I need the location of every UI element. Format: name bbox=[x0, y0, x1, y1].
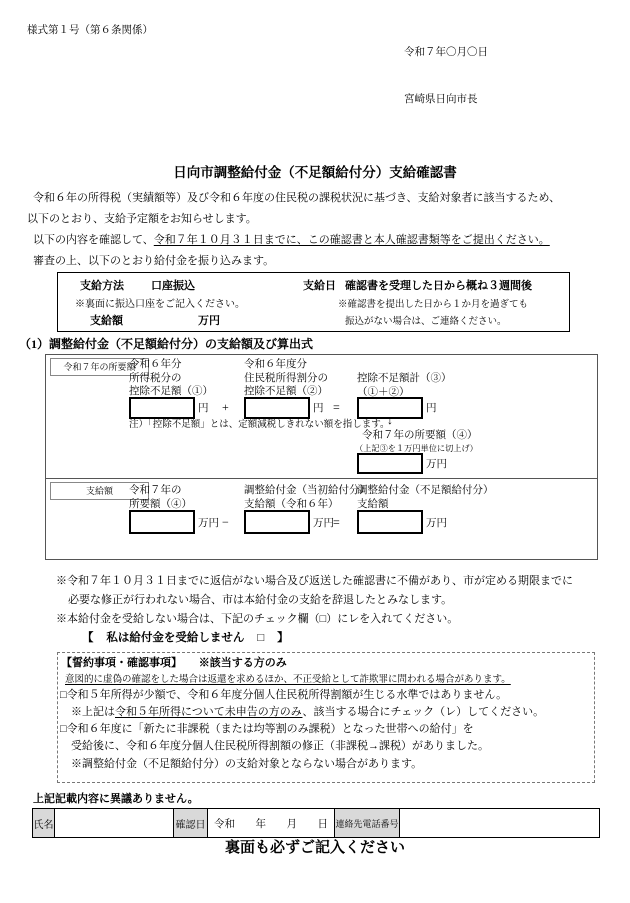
manyen-unit-3: 万円 bbox=[313, 518, 334, 529]
pledge-warning: 意図的に虚偽の確認をした場合は返還を求めるほか、不正受給として詐欺罪に問われる場合があります。 bbox=[65, 675, 511, 685]
required-amount-r2-input[interactable] bbox=[129, 510, 195, 534]
payment-date-value: 確認書を受理した日から概ね３週間後 bbox=[345, 280, 532, 292]
pledge-item1-note-suffix: 、該当する場合にチェック（レ）してください。 bbox=[302, 706, 545, 718]
intro-line-4: 審査の上、以下のとおり給付金を振り込みます。 bbox=[33, 255, 275, 267]
manyen-unit-4: 万円 bbox=[426, 518, 447, 529]
pledge-item-2-line2: 受給後に、令和６年度分個人住民税所得割額の修正（非課税→課税）がありました。 bbox=[71, 740, 489, 752]
payment-amount-unit: 万円 bbox=[198, 315, 220, 327]
pledge-item2-checkbox[interactable]: □ bbox=[60, 723, 67, 735]
initial-grant-col-header: 調整給付金（当初給付分） 支給額（令和６年） bbox=[244, 485, 370, 510]
payment-method-value: 口座振込 bbox=[151, 280, 195, 292]
pledge-item-2 bbox=[60, 723, 474, 737]
addressee: 宮崎県日向市長 bbox=[404, 94, 478, 105]
income-tax-shortfall-input[interactable] bbox=[129, 397, 195, 419]
pledge-item-2-note: ※調整給付金（不足額給付分）の支給対象とならない場合があります。 bbox=[71, 758, 423, 770]
payment-date-label: 支給日 bbox=[303, 280, 336, 292]
name-input-cell[interactable] bbox=[55, 809, 174, 837]
pledge-item1-note-underlined: 令和５年所得について未申告の方のみ bbox=[115, 706, 303, 718]
calculation-table bbox=[45, 354, 598, 560]
intro-line-2: 以下のとおり、支給予定額をお知らせします。 bbox=[27, 213, 257, 225]
payment-amount-label: 支給額 bbox=[90, 315, 123, 327]
issue-date: 令和７年〇月〇日 bbox=[404, 47, 488, 58]
resident-tax-shortfall-input[interactable] bbox=[244, 397, 310, 419]
manyen-unit-2: 万円 bbox=[198, 518, 219, 529]
payment-date-note-2: 振込がない場合は、ご連絡ください。 bbox=[345, 317, 507, 327]
form-number: 様式第１号（第６条関係） bbox=[27, 25, 153, 36]
signature-table bbox=[32, 808, 600, 838]
required-amount-title: 令和７年の所要額（④） bbox=[362, 430, 478, 441]
manyen-unit-1: 万円 bbox=[426, 459, 447, 470]
payment-method-label: 支給方法 bbox=[80, 280, 124, 292]
payment-date-note-1: ※確認書を提出した日から１か月を過ぎても bbox=[338, 300, 529, 310]
plus-operator: + bbox=[222, 400, 229, 414]
name-label-cell: 氏名 bbox=[33, 809, 55, 837]
shortfall-total-col-header: 控除不足額計（③） （①＋②） bbox=[357, 373, 452, 398]
intro-line-1: 令和６年の所得税（実績額等）及び令和６年度の住民税の課税状況に基づき、支給対象者に該当するため、 bbox=[33, 192, 561, 204]
required-amount-sub: （上記③を１万円単位に切上げ） bbox=[355, 444, 478, 453]
decline-label: 私は給付金を受給しません bbox=[106, 632, 245, 644]
pledge-item-1 bbox=[60, 689, 507, 703]
grant-amount-row-label: 支給額 bbox=[50, 482, 149, 500]
income-tax-col-header: 令和６年分 所得税分の 控除不足額（①） bbox=[129, 359, 213, 397]
pledge-item1-note-prefix: ※上記は bbox=[71, 706, 115, 718]
pledge-item-1-note bbox=[71, 706, 544, 720]
phone-input-cell[interactable] bbox=[400, 809, 599, 837]
agreement-statement: 上記記載内容に異議ありません。 bbox=[33, 793, 199, 805]
decline-line bbox=[82, 631, 289, 645]
pledge-box bbox=[57, 652, 595, 783]
day-label: 日 bbox=[317, 818, 328, 830]
confirm-date-cell[interactable] bbox=[208, 809, 335, 837]
payment-summary-box bbox=[57, 272, 570, 332]
shortfall-grant-input[interactable] bbox=[357, 510, 423, 534]
decline-checkbox[interactable]: □ bbox=[257, 632, 265, 644]
shortfall-definition-note: 注）「控除不足額」とは、定額減税しきれない額を指します。 bbox=[129, 420, 390, 430]
pledge-title-line bbox=[61, 657, 287, 671]
pledge-item2-text-line1: 令和６年度に「新たに非課税（または均等割のみ課税）となった世帯への給付」を bbox=[66, 723, 474, 735]
required-amount-col-header: 令和７年の 所要額（④） bbox=[129, 485, 192, 510]
phone-label-cell: 連絡先電話番号 bbox=[335, 809, 400, 837]
row-divider bbox=[46, 478, 597, 479]
initial-grant-input[interactable] bbox=[244, 510, 310, 534]
yen-unit-1: 円 bbox=[198, 403, 209, 414]
footer-note: 裏面も必ずご記入ください bbox=[224, 840, 405, 856]
confirm-date-label-cell: 確認日 bbox=[174, 809, 208, 837]
pledge-title-note: ※該当する方のみ bbox=[198, 657, 287, 669]
era-label: 令和 bbox=[214, 818, 235, 830]
decline-bracket-open: 【 bbox=[82, 632, 94, 644]
note-line-2: 必要な修正が行われない場合、市は本給付金の支給を辞退したとみなします。 bbox=[68, 594, 453, 606]
decline-bracket-close: 】 bbox=[277, 632, 289, 644]
intro-line-3-prefix: 以下の内容を確認して、 bbox=[33, 234, 154, 246]
month-label: 月 bbox=[286, 818, 297, 830]
equals-operator-1: = bbox=[333, 400, 340, 414]
submission-deadline-underlined: 令和７年１０月３１日までに、この確認書と本人確認書類等をご提出ください。 bbox=[153, 234, 550, 246]
required-amount-row-label: 令和７年の所要額 bbox=[50, 358, 149, 376]
intro-line-3 bbox=[33, 234, 550, 248]
yen-unit-2: 円 bbox=[313, 403, 324, 414]
year-label: 年 bbox=[255, 818, 266, 830]
shortfall-grant-col-header: 調整給付金（不足額給付分） 支給額 bbox=[357, 485, 494, 510]
payment-method-note: ※裏面に振込口座をご記入ください。 bbox=[75, 299, 245, 310]
note-line-3: ※本給付金を受給しない場合は、下記のチェック欄（□）にレを入れてください。 bbox=[56, 613, 459, 625]
yen-unit-3: 円 bbox=[426, 403, 437, 414]
minus-operator: − bbox=[222, 515, 229, 529]
page-title: 日向市調整給付金（不足額給付分）支給確認書 bbox=[173, 165, 457, 180]
note-line-1: ※令和７年１０月３１日までに返信がない場合及び返送した確認書に不備があり、市が定める期限までに bbox=[56, 575, 573, 587]
pledge-item1-text: 令和５年所得が少額で、令和６年度分個人住民税所得割額が生じる水準ではありません。 bbox=[66, 689, 508, 701]
calc-section-heading: （1）調整給付金（不足額給付分）の支給額及び算出式 bbox=[19, 337, 314, 351]
down-arrow-icon: ↓ bbox=[387, 413, 393, 427]
required-amount-input[interactable] bbox=[357, 453, 423, 474]
resident-tax-col-header: 令和６年度分 住民税所得割分の 控除不足額（②） bbox=[244, 359, 328, 397]
pledge-title: 【誓約事項・確認事項】 bbox=[61, 657, 182, 669]
pledge-item1-checkbox[interactable]: □ bbox=[60, 689, 67, 701]
equals-operator-2: = bbox=[333, 515, 340, 529]
